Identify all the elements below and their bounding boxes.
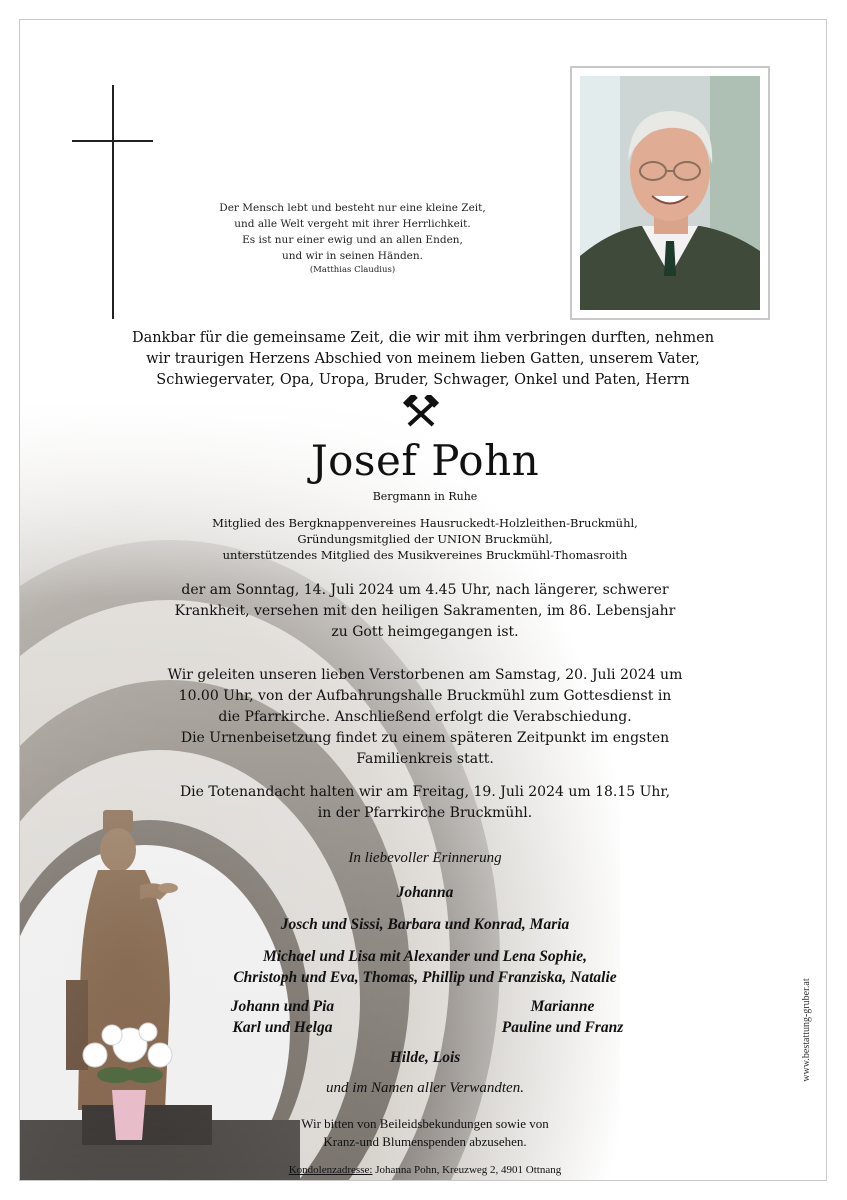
- death-line: Krankheit, versehen mit den heiligen Sakramenten, im 86. Lebensjahr: [174, 603, 676, 619]
- poem-quote: [180, 200, 525, 276]
- funeral-line: 10.00 Uhr, von der Aufbahrungshalle Bruckmühl zum Gottesdienst in: [178, 688, 672, 704]
- family-closing: und im Namen aller Verwandten.: [326, 1080, 524, 1096]
- membership-line: Mitglied des Bergknappenvereines Hausruckedt-Holzleithen-Bruckmühl,: [212, 516, 638, 530]
- membership-line: Gründungsmitglied der UNION Bruckmühl,: [297, 532, 553, 546]
- vigil-line: Die Totenandacht halten wir am Freitag, 19. Juli 2024 um 18.15 Uhr,: [179, 784, 671, 800]
- deceased-name: Josef Pohn: [310, 436, 540, 485]
- funeral-line: Wir geleiten unseren lieben Verstorbenen am Samstag, 20. Juli 2024 um: [167, 667, 683, 683]
- funeral-line: die Pfarrkirche. Anschließend erfolgt die Verabschiedung.: [218, 709, 632, 725]
- family-grandchildren: [140, 946, 710, 988]
- address-value: Johanna Pohn, Kreuzweg 2, 4901 Ottnang: [372, 1164, 562, 1176]
- cross-vertical: [112, 85, 114, 319]
- intro-line: Schwiegervater, Opa, Uropa, Bruder, Schwager, Onkel und Paten, Herrn: [156, 372, 690, 388]
- sibling-line: Marianne: [530, 998, 595, 1015]
- quote-line: Es ist nur einer ewig und an allen Enden,: [242, 234, 463, 246]
- funeral-info: [140, 665, 710, 770]
- hammer-and-pick-icon: [401, 395, 441, 431]
- grandchildren-line: Michael und Lisa mit Alexander und Lena Sophie,: [262, 948, 588, 965]
- funeral-line: Familienkreis statt.: [356, 751, 494, 767]
- quote-line: und alle Welt vergeht mit ihrer Herrlichkeit.: [234, 218, 471, 230]
- intro-line: Dankbar für die gemeinsame Zeit, die wir mit ihm verbringen durften, nehmen: [131, 330, 715, 346]
- grandchildren-line: Christoph und Eva, Thomas, Phillip und Franziska, Natalie: [233, 969, 617, 986]
- request-line: Kranz-und Blumenspenden abzusehen.: [323, 1134, 527, 1149]
- family-siblings-right: [450, 996, 675, 1038]
- family-spouse: Johanna: [396, 884, 454, 901]
- family-children: Josch und Sissi, Barbara und Konrad, Maria: [280, 916, 570, 933]
- funeral-home-website: www.bestattung-gruber.at: [801, 978, 812, 1082]
- condolence-address: [200, 1163, 650, 1177]
- donation-request: [220, 1115, 630, 1151]
- portrait-photo: [580, 76, 760, 310]
- quote-line: und wir in seinen Händen.: [282, 250, 423, 262]
- vigil-line: in der Pfarrkirche Bruckmühl.: [317, 805, 533, 821]
- occupation: Bergmann in Ruhe: [372, 490, 478, 503]
- vigil-info: [140, 782, 710, 824]
- sibling-line: Karl und Helga: [232, 1019, 333, 1036]
- portrait-frame: [570, 66, 770, 320]
- intro-text: [130, 328, 716, 391]
- intro-line: wir traurigen Herzens Abschied von meinem lieben Gatten, unserem Vater,: [146, 351, 700, 367]
- request-line: Wir bitten von Beileidsbekundungen sowie von: [301, 1116, 549, 1131]
- death-notice: [140, 580, 710, 643]
- funeral-line: Die Urnenbeisetzung findet zu einem späteren Zeitpunkt im engsten: [180, 730, 670, 746]
- sibling-line: Pauline und Franz: [501, 1019, 624, 1036]
- death-line: zu Gott heimgegangen ist.: [331, 624, 519, 640]
- sibling-line: Johann und Pia: [230, 998, 335, 1015]
- family-siblings-left: [170, 996, 395, 1038]
- death-line: der am Sonntag, 14. Juli 2024 um 4.45 Uhr, nach längerer, schwerer: [181, 582, 669, 598]
- family-others: Hilde, Lois: [389, 1049, 461, 1066]
- address-label: Kondolenzadresse:: [288, 1164, 373, 1176]
- membership-line: unterstützendes Mitglied des Musikvereines Bruckmühl-Thomasroith: [222, 548, 628, 562]
- memberships: [170, 515, 680, 563]
- quote-line: Der Mensch lebt und besteht nur eine kleine Zeit,: [219, 202, 486, 214]
- parte-card: [19, 19, 827, 1181]
- cross-horizontal: [72, 140, 153, 142]
- family-intro: In liebevoller Erinnerung: [348, 850, 502, 866]
- quote-author: (Matthias Claudius): [309, 265, 396, 275]
